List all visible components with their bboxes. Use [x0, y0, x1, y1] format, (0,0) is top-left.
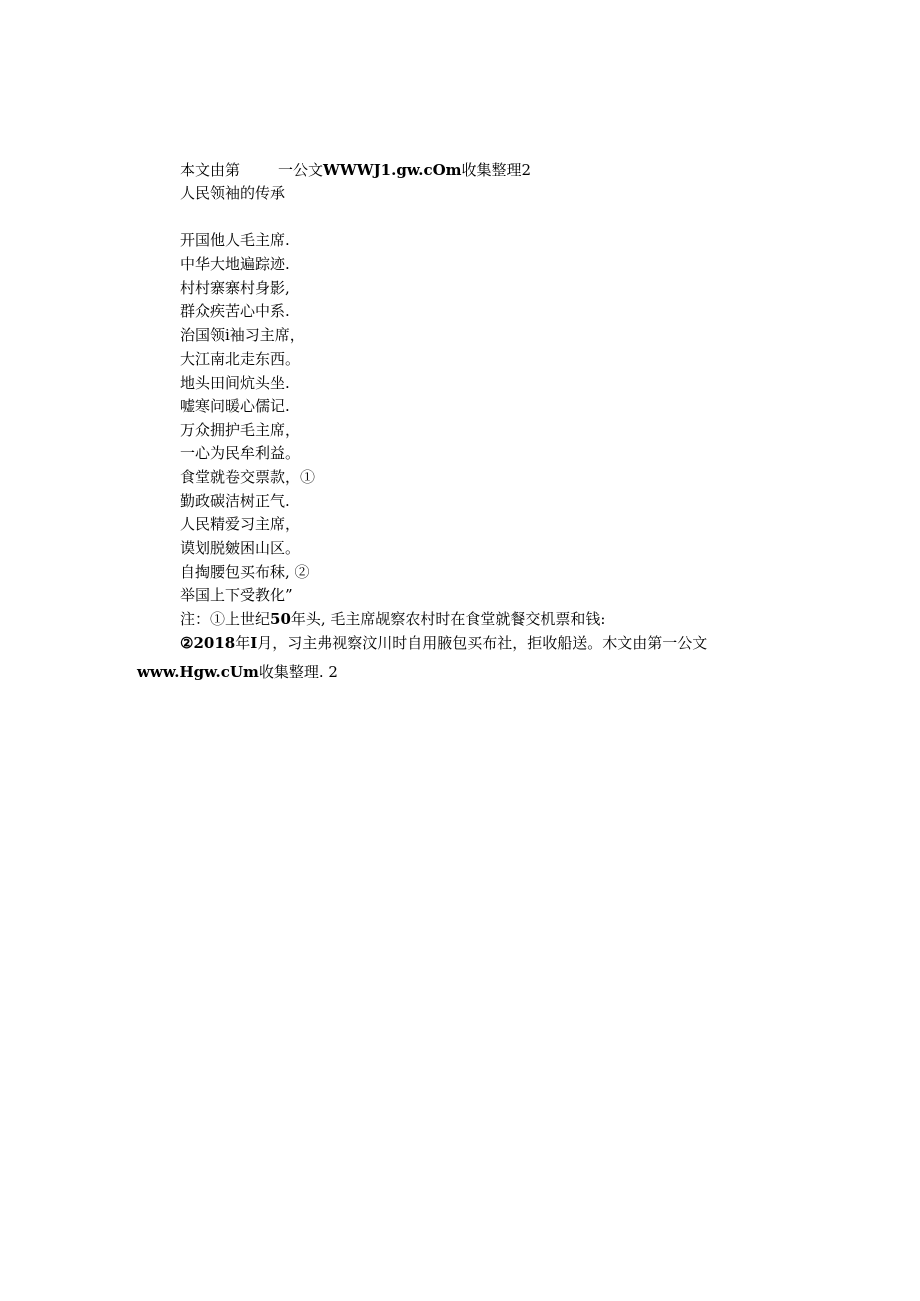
- header-url: WWWJ1.gw.cOm: [323, 161, 462, 179]
- header-site: 一公文: [278, 161, 324, 179]
- note-2-year: 2018: [193, 634, 236, 652]
- poem-line: 大江南北走东西。: [180, 350, 301, 368]
- poem-line: 勤政碳洁树正气.: [180, 492, 290, 510]
- poem-title: 人民领袖的传承: [180, 184, 286, 202]
- poem-line: 开国他人毛主席.: [180, 231, 290, 249]
- header-suffix: 收集整理2: [461, 161, 532, 179]
- poem-line: 自掏腰包买布秣, ②: [180, 563, 310, 581]
- footer-url: www.Hgw.cUm: [137, 663, 259, 681]
- poem-line: 中华大地遍踪迹.: [180, 255, 290, 273]
- note-1-part2: 年头, 毛主席觇察农村时在食堂就餐交机票和钱:: [290, 610, 606, 628]
- poem-line: 万众拥护毛主席，: [180, 421, 301, 439]
- note-2-part1: 年: [235, 634, 251, 652]
- note-1: [180, 607, 605, 631]
- poem-line: 举国上下受教化”: [180, 586, 293, 604]
- note-2-month: I: [250, 634, 258, 652]
- note-1-number: 50: [270, 610, 291, 628]
- poem-line: 谟划脱皴困山区。: [180, 539, 301, 557]
- note-2: [180, 631, 707, 655]
- note-1-part1: 注：①上世纪: [180, 610, 271, 628]
- poem-line: 群众疾苦心中系.: [180, 302, 290, 320]
- header-line: [180, 158, 531, 182]
- poem-line: 嘘寒问暖心儒记.: [180, 397, 290, 415]
- poem-line: 人民精爱习主席，: [180, 515, 301, 533]
- poem-line: 食堂就卷交票款，①: [180, 468, 316, 486]
- poem-line: 一心为民牟利益。: [180, 444, 301, 462]
- note-2-marker: ②: [180, 634, 194, 652]
- footer-line: [137, 660, 338, 684]
- poem-line: 村村寨寨村身影,: [180, 279, 290, 297]
- poem-line: 地头田间炕头坐.: [180, 374, 290, 392]
- footer-suffix: 收集整理. 2: [258, 663, 338, 681]
- poem-line: 治国领i袖习主席，: [180, 326, 305, 344]
- header-prefix: 本文由第: [180, 161, 241, 179]
- note-2-part2: 月，习主弗视察汶川时自用腋包买布社，拒收船送。木文由第一公文: [257, 634, 708, 652]
